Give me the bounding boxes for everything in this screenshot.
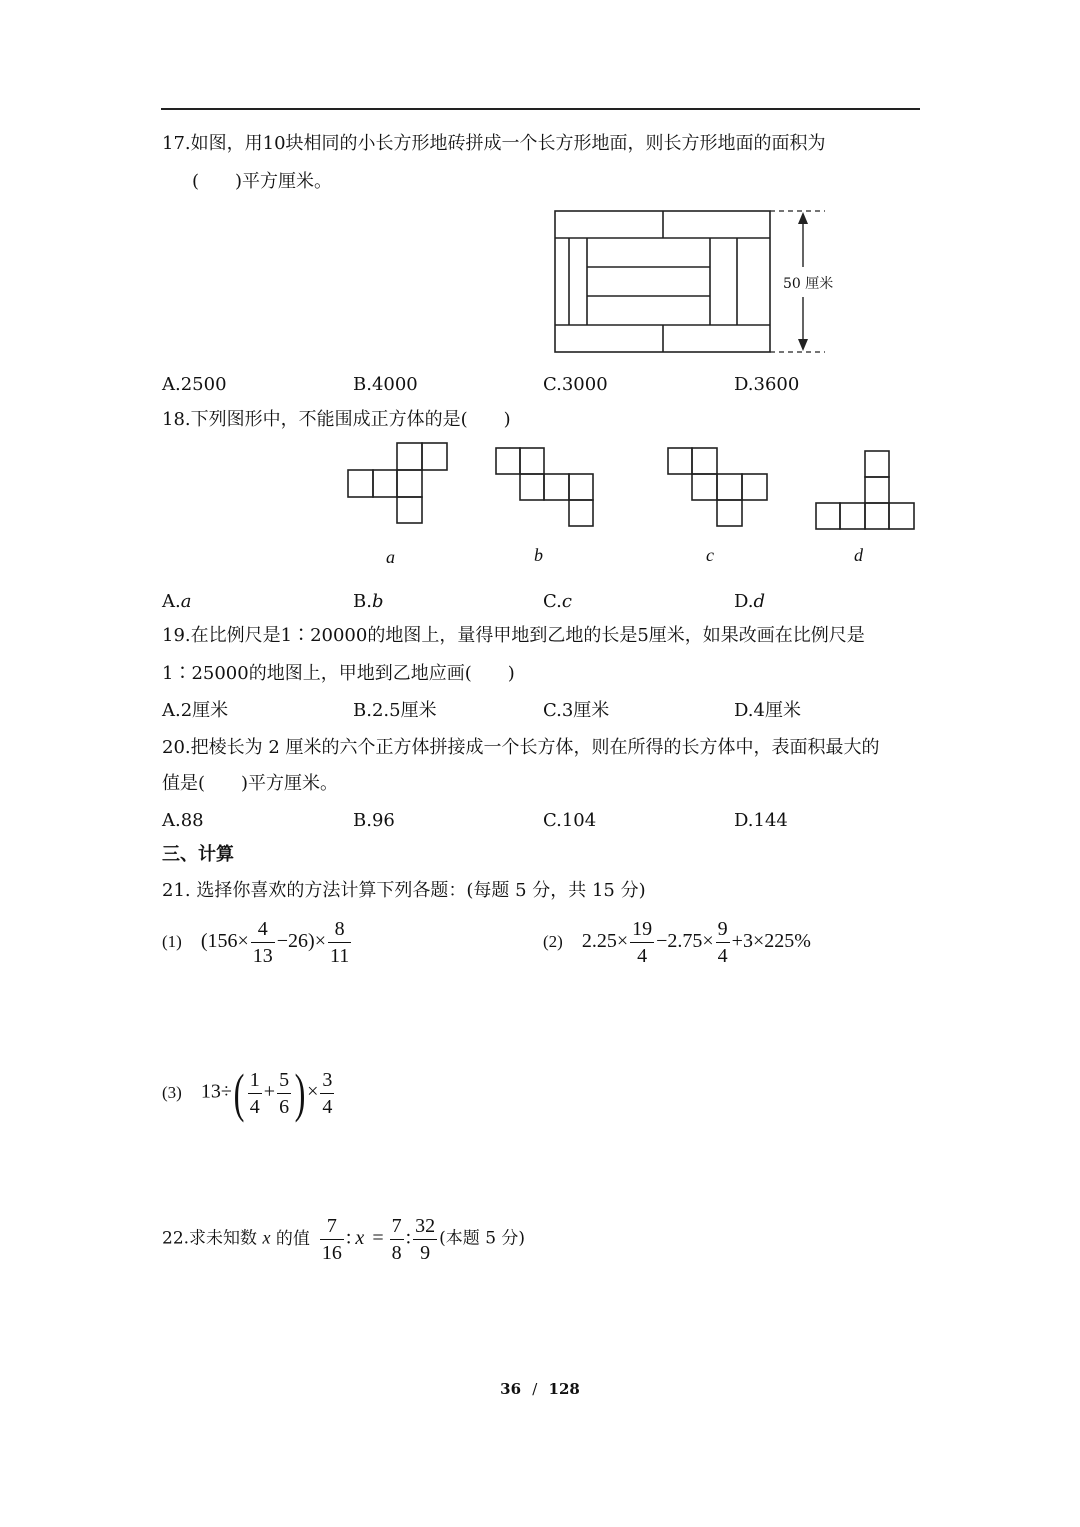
net-b (496, 448, 593, 526)
q19-option-a: A.2厘米 (162, 700, 229, 721)
q17-option-a: A.2500 (162, 374, 227, 395)
q17-option-b: B.4000 (353, 374, 418, 395)
q17-option-d: D.3600 (734, 374, 800, 395)
q20-option-a: A.88 (162, 810, 204, 831)
q18-text-line1: 18.下列图形中，不能围成正方体的是( ) (162, 409, 511, 430)
q18-option-c: C.c (543, 591, 572, 612)
q21-problem-1: (1) (156× $\frac{4}{13}$ −26)× $\frac{8}{11}$ (162, 918, 350, 967)
q21-problem-2: (2) 2.25× $\frac{19}{4}$ −2.75× $\frac{9}{4}$ +3×225% (543, 918, 811, 967)
header-rule (161, 108, 920, 110)
q17-tile-figure (550, 205, 840, 360)
q21-intro: 21. 选择你喜欢的方法计算下列各题：(每题 5 分，共 15 分) (162, 880, 646, 901)
q20-option-d: D.144 (734, 810, 788, 831)
net-label-c: c (706, 545, 714, 565)
net-d (816, 451, 914, 529)
net-label-a: a (386, 547, 395, 567)
page-number: 36 / 128 (500, 1380, 580, 1398)
q20-text-line1: 20.把棱长为 2 厘米的六个正方体拼接成一个长方体，则在所得的长方体中，表面积最大的 (162, 737, 880, 758)
q18-net-figures (340, 440, 930, 575)
q17-option-c: C.3000 (543, 374, 608, 395)
q18-option-d: D.d (734, 591, 766, 612)
q20-text-line2: 值是( )平方厘米。 (162, 773, 339, 794)
q22-equation: 22.求未知数 x 的值 $\frac{7}{16}$ : x = $\frac{7}{8}$ : $\frac{32}{9}$ (本题 5 分) (162, 1215, 526, 1264)
q18-option-a: A.a (162, 591, 192, 612)
q20-option-c: C.104 (543, 810, 597, 831)
q17-text-line2: ( )平方厘米。 (192, 171, 333, 192)
net-c (668, 448, 767, 526)
q19-text-line2: 1∶25000的地图上，甲地到乙地应画( ) (162, 663, 515, 684)
q19-text-line1: 19.在比例尺是1∶20000的地图上，量得甲地到乙地的长是5厘米，如果改画在比例尺是 (162, 625, 865, 646)
q17-dimension-label: 50 厘米 (783, 276, 834, 292)
q19-option-d: D.4厘米 (734, 700, 801, 721)
q19-option-c: C.3厘米 (543, 700, 610, 721)
net-a (348, 443, 447, 523)
net-label-b: b (534, 545, 543, 565)
q19-option-b: B.2.5厘米 (353, 700, 437, 721)
section-title: 三、计算 (162, 844, 234, 865)
q18-option-b: B.b (353, 591, 384, 612)
q20-option-b: B.96 (353, 810, 395, 831)
net-label-d: d (854, 545, 863, 565)
q21-problem-3: (3) 13÷( $\frac{1}{4}$ + $\frac{5}{6}$ )× $\frac{3}{4}$ (162, 1063, 333, 1123)
q17-text-line1: 17.如图，用10块相同的小长方形地砖拼成一个长方形地面，则长方形地面的面积为 (162, 133, 826, 154)
